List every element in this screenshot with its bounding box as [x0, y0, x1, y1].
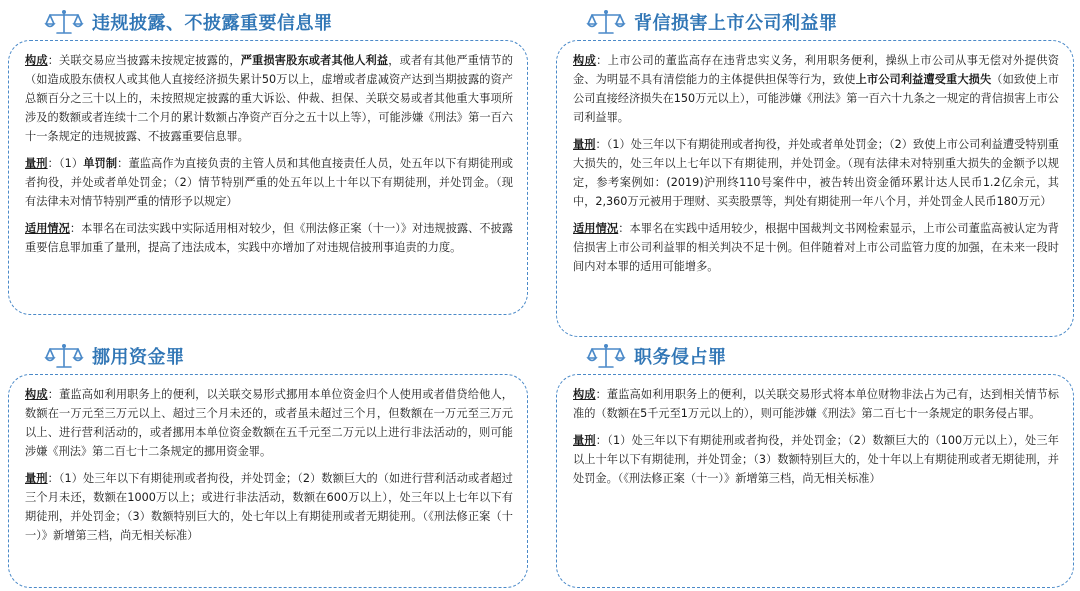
application-text: ：本罪名在实践中适用较少，根据中国裁判文书网检索显示，上市公司董监高被认定为背信损害上市公司利益罪的相关判决不足十例。但伴随着对上市公司监管力度的加强，在未来一段时间内对本罪的适用可能增多。 — [573, 222, 1059, 273]
composition-emphasis: 严重损害股东或者其他人利益 — [240, 54, 389, 67]
penalty-paragraph — [573, 135, 1059, 211]
section-header — [586, 8, 838, 36]
scales-of-justice-icon — [586, 8, 626, 36]
penalty-text: ：（1）处三年以下有期徒刑或者拘役，并处罚金；（2）数额巨大的（如进行营利活动或者超过三个月未还，数额在1000万以上；或进行非法活动，数额在600万以上），处三年以上七年以下有期徒刑，并处罚金；（3）数额特别巨大的，处七年以上有期徒刑或者无期徒刑。（《刑法修正案（十一）》新增第三档，尚无相关标准） — [25, 472, 513, 542]
composition-text-cont: ，或者有其他严重情节的（如造成股东债权人或其他人直接经济损失累计50万以上，虚增或者虚减资产达到当期披露的资产总额百分之三十以上的，未按照规定披露的重大诉讼、仲裁、担保、关联交易或者其他重大事项所涉及的数额或者连续十二个月的累计数额占净资产百分之五十以上等），可能涉嫌《刑法》第一百六十一条规定的违规披露、不披露重要信息罪。 — [25, 54, 513, 143]
section-content-box — [556, 40, 1074, 337]
composition-label: 构成 — [573, 388, 596, 401]
composition-label: 构成 — [25, 54, 48, 67]
composition-paragraph — [573, 51, 1059, 127]
composition-emphasis: 上市公司利益遭受重大损失 — [855, 73, 992, 86]
penalty-text: ：（1） — [47, 157, 84, 170]
composition-text-cont: （如致使上市公司直接经济损失在150万元以上），可能涉嫌《刑法》第一百六十九条之一规定的背信损害上市公司利益罪。 — [573, 73, 1059, 124]
section-content-box — [556, 374, 1074, 588]
penalty-text: ：（1）处三年以下有期徒刑或者拘役，并处或者单处罚金；（2）致使上市公司利益遭受特别重大损失的，处三年以上七年以下有期徒刑，并处罚金。（现有法律未对特别重大损失的金额予以规定，参考案例如：(2019)沪刑终110号案件中，被告转出资金循环累计达人民币1.2亿余元，其中，2,360万元被用于理财、买卖股票等，判处有期徒刑一年八个月，并处罚金人民币180万元） — [573, 138, 1059, 208]
scales-of-justice-icon — [44, 342, 84, 370]
penalty-label: 量刑 — [25, 157, 48, 170]
application-label: 适用情况 — [25, 222, 70, 235]
application-text: ：本罪名在司法实践中实际适用相对较少，但《刑法修正案（十一）》对违规披露、不披露重要信息罪加重了量刑，提高了违法成本，实践中亦增加了对违规信披刑事追责的力度。 — [25, 222, 513, 254]
application-label: 适用情况 — [573, 222, 619, 235]
section-header — [44, 342, 185, 370]
composition-text: ：董监高如利用职务上的便利，以关联交易形式将本单位财物非法占为己有，达到相关情节标准的（数额在5千元至1万元以上的），则可能涉嫌《刑法》第二百七十一条规定的职务侵占罪。 — [573, 388, 1059, 420]
composition-paragraph — [25, 385, 513, 461]
scales-of-justice-icon — [586, 342, 626, 370]
composition-text: ：关联交易应当披露未按规定披露的， — [47, 54, 241, 67]
penalty-paragraph — [25, 469, 513, 545]
penalty-paragraph — [573, 431, 1059, 488]
composition-text: ：上市公司的董监高存在违背忠实义务，利用职务便利，操纵上市公司从事无偿对外提供资金、为明显不具有清偿能力的主体提供担保等行为，致使 — [573, 54, 1059, 86]
penalty-label: 量刑 — [25, 472, 48, 485]
application-paragraph — [573, 219, 1059, 276]
section-header — [44, 8, 333, 36]
penalty-paragraph — [25, 154, 513, 211]
penalty-label: 量刑 — [573, 434, 596, 447]
section-title: 背信损害上市公司利益罪 — [634, 13, 838, 34]
composition-paragraph — [573, 385, 1059, 423]
scales-of-justice-icon — [44, 8, 84, 36]
penalty-text-cont: ：董监高作为直接负责的主管人员和其他直接责任人员，处五年以下有期徒刑或者拘役，并处或者单处罚金；（2）情节特别严重的处五年以上十年以下有期徒刑，并处罚金。（现有法律未对情节特别严重的情形予以规定） — [25, 157, 513, 208]
penalty-text: ：（1）处三年以下有期徒刑或者拘役，并处罚金；（2）数额巨大的（100万元以上），处三年以上十年以下有期徒刑，并处罚金；（3）数额特别巨大的，处十年以上有期徒刑或者无期徒刑，并处罚金。（《刑法修正案（十一）》新增第三档，尚无相关标准） — [573, 434, 1059, 485]
section-title: 违规披露、不披露重要信息罪 — [92, 13, 333, 34]
section-title: 职务侵占罪 — [634, 347, 727, 368]
application-paragraph — [25, 219, 513, 257]
section-header — [586, 342, 727, 370]
penalty-emphasis: 单罚制 — [83, 157, 118, 170]
section-content-box — [8, 374, 528, 588]
section-content-box — [8, 40, 528, 315]
composition-paragraph — [25, 51, 513, 146]
section-title: 挪用资金罪 — [92, 347, 185, 368]
penalty-label: 量刑 — [573, 138, 596, 151]
composition-label: 构成 — [25, 388, 48, 401]
composition-label: 构成 — [573, 54, 597, 67]
composition-text: ：董监高如利用职务上的便利，以关联交易形式挪用本单位资金归个人使用或者借贷给他人，数额在一万元至三万元以上、超过三个月未还的，或者虽未超过三个月，但数额在一万元至三万元以上、进行营利活动的，或者挪用本单位资金数额在五千元至二万元以上进行非法活动的，则可能涉嫌《刑法》第二百七十二条规定的挪用资金罪。 — [25, 388, 513, 458]
